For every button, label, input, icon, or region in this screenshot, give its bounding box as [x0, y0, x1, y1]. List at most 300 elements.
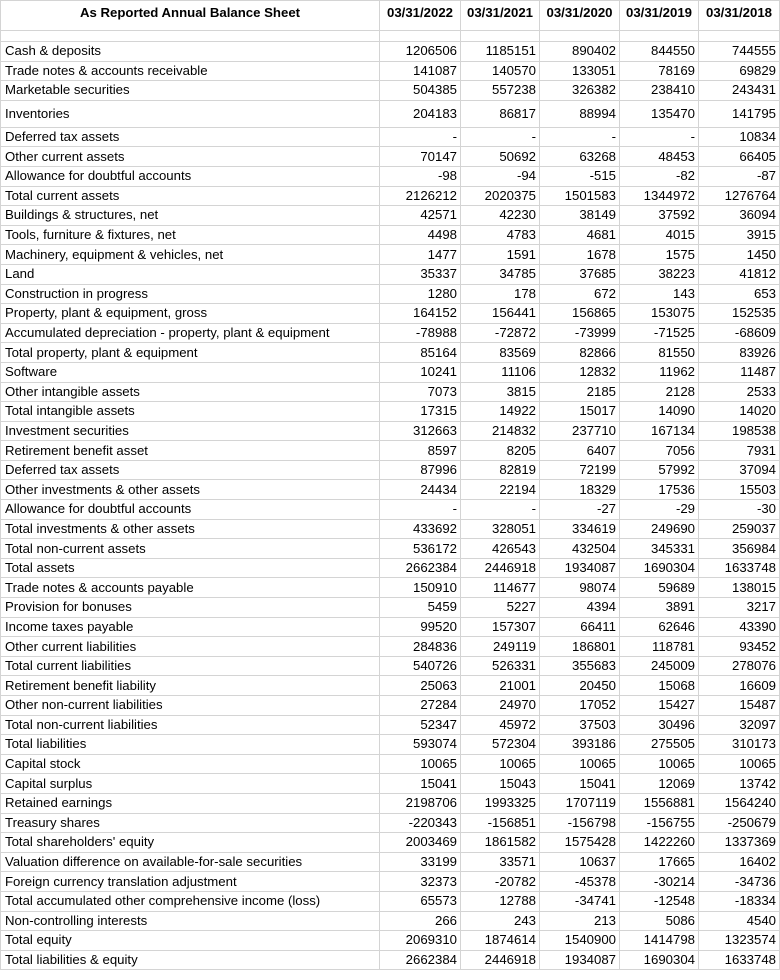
table-row: [1, 754, 780, 774]
cell-value: -27: [540, 500, 620, 520]
row-label: Investment securities: [1, 421, 380, 441]
cell-value: 536172: [380, 539, 461, 559]
table-row: [1, 637, 780, 657]
cell-value: -34741: [540, 891, 620, 911]
date-header: 03/31/2021: [461, 1, 540, 31]
cell-value: 572304: [461, 735, 540, 755]
table-row: [1, 186, 780, 206]
cell-value: 12832: [540, 362, 620, 382]
cell-value: 312663: [380, 421, 461, 441]
cell-value: 1206506: [380, 42, 461, 62]
cell-value: 1633748: [699, 558, 780, 578]
cell-value: 133051: [540, 61, 620, 81]
cell-value: 284836: [380, 637, 461, 657]
cell-value: -20782: [461, 872, 540, 892]
cell-value: 1633748: [699, 950, 780, 970]
cell-value: 6407: [540, 441, 620, 461]
cell-value: -: [380, 127, 461, 147]
cell-value: 4498: [380, 225, 461, 245]
cell-value: 37094: [699, 460, 780, 480]
table-row: [1, 61, 780, 81]
cell-value: 135470: [620, 100, 699, 127]
row-label: Property, plant & equipment, gross: [1, 304, 380, 324]
row-label: Retirement benefit asset: [1, 441, 380, 461]
cell-value: 1707119: [540, 793, 620, 813]
cell-value: 204183: [380, 100, 461, 127]
row-label: Trade notes & accounts payable: [1, 578, 380, 598]
cell-value: 83569: [461, 343, 540, 363]
table-row: [1, 911, 780, 931]
row-label: Treasury shares: [1, 813, 380, 833]
table-row: [1, 100, 780, 127]
cell-value: -71525: [620, 323, 699, 343]
cell-value: -18334: [699, 891, 780, 911]
cell-value: 15487: [699, 696, 780, 716]
row-label: Land: [1, 264, 380, 284]
cell-value: 2446918: [461, 950, 540, 970]
cell-value: 2185: [540, 382, 620, 402]
table-row: [1, 539, 780, 559]
cell-value: 433692: [380, 519, 461, 539]
cell-value: 334619: [540, 519, 620, 539]
cell-value: 10065: [461, 754, 540, 774]
table-row: [1, 441, 780, 461]
date-header: 03/31/2022: [380, 1, 461, 31]
cell-value: 14922: [461, 402, 540, 422]
table-row: [1, 578, 780, 598]
table-row: [1, 127, 780, 147]
cell-value: 5459: [380, 598, 461, 618]
table-row: [1, 931, 780, 951]
cell-value: 1556881: [620, 793, 699, 813]
cell-value: 186801: [540, 637, 620, 657]
row-label: Construction in progress: [1, 284, 380, 304]
row-label: Total accumulated other comprehensive income (loss): [1, 891, 380, 911]
row-label: Marketable securities: [1, 81, 380, 101]
cell-value: 85164: [380, 343, 461, 363]
cell-value: 526331: [461, 656, 540, 676]
cell-value: 63268: [540, 147, 620, 167]
cell-value: -250679: [699, 813, 780, 833]
cell-value: 15041: [540, 774, 620, 794]
cell-value: -515: [540, 166, 620, 186]
table-row: [1, 304, 780, 324]
cell-value: 34785: [461, 264, 540, 284]
row-label: Machinery, equipment & vehicles, net: [1, 245, 380, 265]
cell-value: 11106: [461, 362, 540, 382]
table-row: [1, 500, 780, 520]
cell-value: 328051: [461, 519, 540, 539]
cell-value: 78169: [620, 61, 699, 81]
table-row: [1, 460, 780, 480]
cell-value: 653: [699, 284, 780, 304]
cell-value: 1422260: [620, 833, 699, 853]
cell-value: 99520: [380, 617, 461, 637]
cell-value: 4540: [699, 911, 780, 931]
row-label: Total equity: [1, 931, 380, 951]
cell-value: 266: [380, 911, 461, 931]
cell-value: -45378: [540, 872, 620, 892]
cell-value: 744555: [699, 42, 780, 62]
cell-value: 65573: [380, 891, 461, 911]
cell-value: 10065: [540, 754, 620, 774]
cell-value: 1934087: [540, 558, 620, 578]
cell-value: 2662384: [380, 950, 461, 970]
cell-value: 1874614: [461, 931, 540, 951]
cell-value: 243: [461, 911, 540, 931]
table-row: [1, 402, 780, 422]
cell-value: 164152: [380, 304, 461, 324]
cell-value: 10065: [380, 754, 461, 774]
cell-value: 12788: [461, 891, 540, 911]
row-label: Total intangible assets: [1, 402, 380, 422]
cell-value: 8597: [380, 441, 461, 461]
cell-value: 245009: [620, 656, 699, 676]
cell-value: 114677: [461, 578, 540, 598]
table-row: [1, 852, 780, 872]
date-header: 03/31/2018: [699, 1, 780, 31]
cell-value: 4394: [540, 598, 620, 618]
cell-value: 17665: [620, 852, 699, 872]
row-label: Retained earnings: [1, 793, 380, 813]
cell-value: 16609: [699, 676, 780, 696]
cell-value: -34736: [699, 872, 780, 892]
cell-value: 143: [620, 284, 699, 304]
cell-value: 1678: [540, 245, 620, 265]
row-label: Other current assets: [1, 147, 380, 167]
cell-value: 10834: [699, 127, 780, 147]
cell-value: 156865: [540, 304, 620, 324]
cell-value: 27284: [380, 696, 461, 716]
table-row: [1, 421, 780, 441]
table-row: [1, 833, 780, 853]
row-label: Tools, furniture & fixtures, net: [1, 225, 380, 245]
table-row: [1, 813, 780, 833]
cell-value: 1280: [380, 284, 461, 304]
cell-value: 17052: [540, 696, 620, 716]
cell-value: 593074: [380, 735, 461, 755]
date-header: 03/31/2019: [620, 1, 699, 31]
cell-value: 2020375: [461, 186, 540, 206]
cell-value: 1575: [620, 245, 699, 265]
row-label: Trade notes & accounts receivable: [1, 61, 380, 81]
cell-value: 33199: [380, 852, 461, 872]
cell-value: 59689: [620, 578, 699, 598]
cell-value: 7056: [620, 441, 699, 461]
cell-value: -87: [699, 166, 780, 186]
row-label: Other non-current liabilities: [1, 696, 380, 716]
cell-value: 10065: [620, 754, 699, 774]
table-row: [1, 42, 780, 62]
cell-value: 1344972: [620, 186, 699, 206]
cell-value: 890402: [540, 42, 620, 62]
cell-value: -68609: [699, 323, 780, 343]
row-label: Inventories: [1, 100, 380, 127]
cell-value: 326382: [540, 81, 620, 101]
table-row: [1, 147, 780, 167]
table-row: [1, 519, 780, 539]
table-row: [1, 264, 780, 284]
table-row: [1, 323, 780, 343]
cell-value: 1591: [461, 245, 540, 265]
cell-value: 24970: [461, 696, 540, 716]
cell-value: 393186: [540, 735, 620, 755]
cell-value: 93452: [699, 637, 780, 657]
cell-value: 432504: [540, 539, 620, 559]
cell-value: 13742: [699, 774, 780, 794]
cell-value: 10637: [540, 852, 620, 872]
table-row: [1, 696, 780, 716]
table-row: [1, 950, 780, 970]
cell-value: 37592: [620, 206, 699, 226]
cell-value: -: [380, 500, 461, 520]
cell-value: 12069: [620, 774, 699, 794]
cell-value: 3915: [699, 225, 780, 245]
cell-value: 4783: [461, 225, 540, 245]
cell-value: 1690304: [620, 950, 699, 970]
cell-value: 157307: [461, 617, 540, 637]
row-label: Deferred tax assets: [1, 127, 380, 147]
row-label: Cash & deposits: [1, 42, 380, 62]
cell-value: 88994: [540, 100, 620, 127]
cell-value: 38223: [620, 264, 699, 284]
table-row: [1, 735, 780, 755]
cell-value: 11962: [620, 362, 699, 382]
cell-value: -98: [380, 166, 461, 186]
row-label: Total liabilities & equity: [1, 950, 380, 970]
cell-value: -72872: [461, 323, 540, 343]
cell-value: 1934087: [540, 950, 620, 970]
cell-value: 355683: [540, 656, 620, 676]
table-row: [1, 362, 780, 382]
table-row: [1, 598, 780, 618]
cell-value: 213: [540, 911, 620, 931]
cell-value: 15068: [620, 676, 699, 696]
cell-value: 243431: [699, 81, 780, 101]
cell-value: 17536: [620, 480, 699, 500]
table-row: [1, 617, 780, 637]
table-row: [1, 480, 780, 500]
cell-value: 1337369: [699, 833, 780, 853]
cell-value: -82: [620, 166, 699, 186]
cell-value: -156798: [540, 813, 620, 833]
table-row: [1, 715, 780, 735]
cell-value: 1185151: [461, 42, 540, 62]
row-label: Total shareholders' equity: [1, 833, 380, 853]
cell-value: 156441: [461, 304, 540, 324]
cell-value: 15041: [380, 774, 461, 794]
cell-value: 249690: [620, 519, 699, 539]
date-header: 03/31/2020: [540, 1, 620, 31]
cell-value: 2069310: [380, 931, 461, 951]
cell-value: 72199: [540, 460, 620, 480]
cell-value: 2003469: [380, 833, 461, 853]
cell-value: 38149: [540, 206, 620, 226]
cell-value: 2446918: [461, 558, 540, 578]
cell-value: 426543: [461, 539, 540, 559]
cell-value: 69829: [699, 61, 780, 81]
cell-value: 10065: [699, 754, 780, 774]
cell-value: 37685: [540, 264, 620, 284]
row-label: Provision for bonuses: [1, 598, 380, 618]
cell-value: 52347: [380, 715, 461, 735]
table-row: [1, 284, 780, 304]
table-row: [1, 872, 780, 892]
cell-value: 41812: [699, 264, 780, 284]
table-row: [1, 656, 780, 676]
cell-value: 504385: [380, 81, 461, 101]
cell-value: -: [540, 127, 620, 147]
table-row: [1, 891, 780, 911]
cell-value: 2533: [699, 382, 780, 402]
cell-value: 1575428: [540, 833, 620, 853]
cell-value: 249119: [461, 637, 540, 657]
cell-value: 2128: [620, 382, 699, 402]
cell-value: 10241: [380, 362, 461, 382]
cell-value: 81550: [620, 343, 699, 363]
row-label: Other intangible assets: [1, 382, 380, 402]
cell-value: 275505: [620, 735, 699, 755]
table-row: [1, 382, 780, 402]
table-row: [1, 676, 780, 696]
cell-value: 17315: [380, 402, 461, 422]
table-row: [1, 166, 780, 186]
cell-value: 15503: [699, 480, 780, 500]
cell-value: 214832: [461, 421, 540, 441]
cell-value: 2126212: [380, 186, 461, 206]
cell-value: 33571: [461, 852, 540, 872]
table-row: [1, 206, 780, 226]
cell-value: 1564240: [699, 793, 780, 813]
cell-value: 1450: [699, 245, 780, 265]
cell-value: 45972: [461, 715, 540, 735]
cell-value: 672: [540, 284, 620, 304]
cell-value: 18329: [540, 480, 620, 500]
row-label: Foreign currency translation adjustment: [1, 872, 380, 892]
cell-value: -12548: [620, 891, 699, 911]
cell-value: 4015: [620, 225, 699, 245]
cell-value: 5086: [620, 911, 699, 931]
cell-value: 82819: [461, 460, 540, 480]
cell-value: -30: [699, 500, 780, 520]
cell-value: 3815: [461, 382, 540, 402]
cell-value: 259037: [699, 519, 780, 539]
cell-value: 1993325: [461, 793, 540, 813]
row-label: Buildings & structures, net: [1, 206, 380, 226]
cell-value: 1414798: [620, 931, 699, 951]
table-row: [1, 343, 780, 363]
sheet-title: As Reported Annual Balance Sheet: [1, 1, 380, 31]
row-label: Other current liabilities: [1, 637, 380, 657]
row-label: Other investments & other assets: [1, 480, 380, 500]
cell-value: 42230: [461, 206, 540, 226]
cell-value: 237710: [540, 421, 620, 441]
cell-value: 1501583: [540, 186, 620, 206]
cell-value: 557238: [461, 81, 540, 101]
cell-value: 50692: [461, 147, 540, 167]
row-label: Allowance for doubtful accounts: [1, 166, 380, 186]
cell-value: 70147: [380, 147, 461, 167]
cell-value: 66405: [699, 147, 780, 167]
cell-value: 5227: [461, 598, 540, 618]
cell-value: 152535: [699, 304, 780, 324]
cell-value: 238410: [620, 81, 699, 101]
row-label: Deferred tax assets: [1, 460, 380, 480]
table-row: [1, 245, 780, 265]
cell-value: 35337: [380, 264, 461, 284]
cell-value: 62646: [620, 617, 699, 637]
cell-value: 21001: [461, 676, 540, 696]
cell-value: 22194: [461, 480, 540, 500]
cell-value: 198538: [699, 421, 780, 441]
cell-value: 16402: [699, 852, 780, 872]
cell-value: 153075: [620, 304, 699, 324]
cell-value: -30214: [620, 872, 699, 892]
cell-value: 2198706: [380, 793, 461, 813]
cell-value: 30496: [620, 715, 699, 735]
cell-value: 4681: [540, 225, 620, 245]
table-row: [1, 558, 780, 578]
cell-value: -29: [620, 500, 699, 520]
cell-value: 42571: [380, 206, 461, 226]
row-label: Software: [1, 362, 380, 382]
cell-value: 86817: [461, 100, 540, 127]
cell-value: -94: [461, 166, 540, 186]
cell-value: 3891: [620, 598, 699, 618]
cell-value: 356984: [699, 539, 780, 559]
cell-value: 14020: [699, 402, 780, 422]
cell-value: 25063: [380, 676, 461, 696]
row-label: Total current assets: [1, 186, 380, 206]
header-row: [1, 1, 780, 31]
table-row: [1, 81, 780, 101]
row-label: Valuation difference on available-for-sale securities: [1, 852, 380, 872]
cell-value: 82866: [540, 343, 620, 363]
cell-value: 20450: [540, 676, 620, 696]
cell-value: 57992: [620, 460, 699, 480]
cell-value: -156755: [620, 813, 699, 833]
cell-value: 24434: [380, 480, 461, 500]
row-label: Total non-current assets: [1, 539, 380, 559]
row-label: Total investments & other assets: [1, 519, 380, 539]
table-row: [1, 225, 780, 245]
cell-value: 7931: [699, 441, 780, 461]
cell-value: 7073: [380, 382, 461, 402]
row-label: Allowance for doubtful accounts: [1, 500, 380, 520]
cell-value: 14090: [620, 402, 699, 422]
cell-value: 32373: [380, 872, 461, 892]
cell-value: 2662384: [380, 558, 461, 578]
cell-value: 43390: [699, 617, 780, 637]
cell-value: 37503: [540, 715, 620, 735]
row-label: Income taxes payable: [1, 617, 380, 637]
row-label: Capital stock: [1, 754, 380, 774]
cell-value: -156851: [461, 813, 540, 833]
row-label: Retirement benefit liability: [1, 676, 380, 696]
cell-value: 83926: [699, 343, 780, 363]
cell-value: -: [620, 127, 699, 147]
cell-value: 540726: [380, 656, 461, 676]
cell-value: 1276764: [699, 186, 780, 206]
cell-value: -73999: [540, 323, 620, 343]
cell-value: 138015: [699, 578, 780, 598]
cell-value: 345331: [620, 539, 699, 559]
row-label: Accumulated depreciation - property, plant & equipment: [1, 323, 380, 343]
cell-value: 48453: [620, 147, 699, 167]
cell-value: 141795: [699, 100, 780, 127]
table-row: [1, 774, 780, 794]
cell-value: 118781: [620, 637, 699, 657]
